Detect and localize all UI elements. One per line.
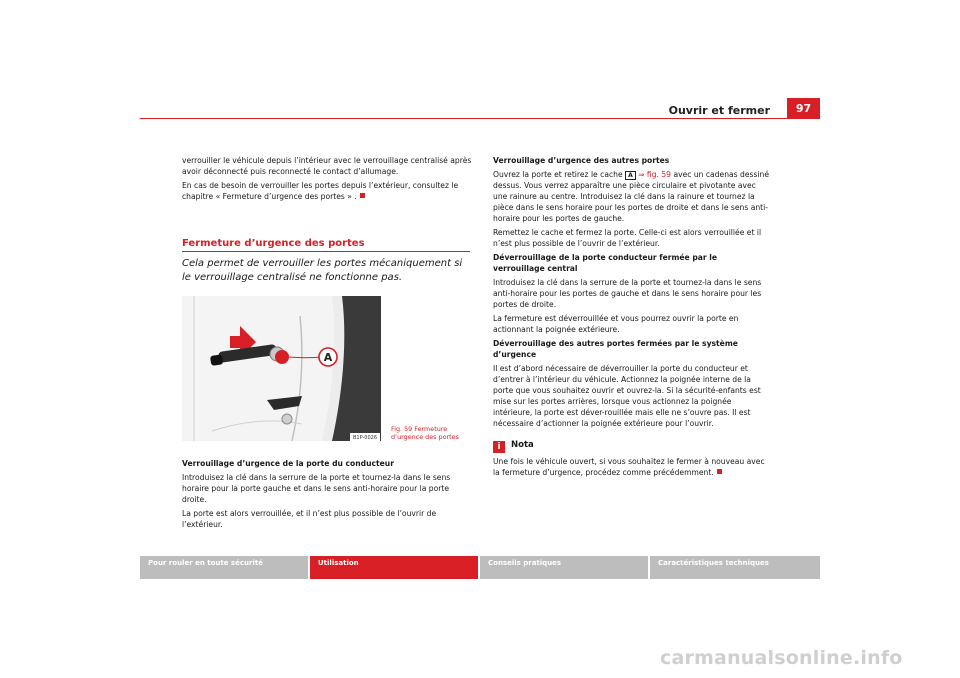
- footer-tab-securite[interactable]: [140, 556, 308, 579]
- note-icon: i: [493, 441, 505, 453]
- end-mark-icon: [360, 193, 365, 198]
- figure-door-lock: [182, 296, 381, 441]
- right-heading-unlock-driver: Déverrouillage de la porte conducteur fermée par le verrouillage central: [493, 253, 718, 273]
- page-number: 97: [787, 98, 820, 118]
- right-column: [493, 155, 770, 481]
- right-heading-other-doors: Verrouillage d’urgence des autres portes: [493, 156, 670, 165]
- footer-tab-caracteristiques[interactable]: [650, 556, 820, 579]
- footer-tab-label: Conseils pratiques: [488, 559, 562, 567]
- footer-tab-label: Pour rouler en toute sécurité: [148, 559, 263, 567]
- footer-tab-conseils[interactable]: [480, 556, 648, 579]
- nota-heading: [493, 439, 770, 453]
- nota-paragraph: [493, 456, 770, 478]
- figure-caption: Fig. 59 Fermeture d’urgence des portes: [391, 425, 459, 441]
- left-paragraph-1: verrouiller le véhicule depuis l’intérieur avec le verrouillage centralisé après avoir déconnecté puis reconnecté le contact d’allumage.: [182, 156, 472, 176]
- label-a-badge: A: [625, 171, 636, 180]
- watermark: carmanualsonline.info: [660, 647, 903, 669]
- end-mark-icon: [717, 469, 722, 474]
- left-paragraph-4: La porte est alors verrouillée, et il n’est plus possible de l’ouvrir de l’extérieur.: [182, 509, 437, 529]
- right-paragraph-3: Introduisez la clé dans la serrure de la porte et tournez-la dans le sens anti-horaire pour les portes de gauche et dans le sens horaire pour les portes de droite.: [493, 278, 762, 309]
- door-lock-illustration: [182, 296, 381, 441]
- right-paragraph-2: Remettez le cache et fermez la porte. Celle-ci est alors verrouillée et il n’est plus possible de l’ouvrir de l’extérieur.: [493, 228, 762, 248]
- section-lead: Cela permet de verrouiller les portes mécaniquement si le verrouillage centralisé ne fonctionne pas.: [182, 258, 463, 283]
- footer-tab-utilisation[interactable]: [310, 556, 478, 579]
- left-paragraph-2-text: En cas de besoin de verrouiller les portes depuis l’extérieur, consultez le chapitre « Fermeture d’urgence des portes » .: [182, 181, 459, 201]
- nota-label: Nota: [511, 440, 534, 450]
- left-column-intro: [182, 155, 472, 205]
- left-paragraph-3: Introduisez la clé dans la serrure de la porte et tournez-la dans le sens horaire pour la porte gauche et dans le sens anti-horaire pour la porte droite.: [182, 473, 451, 504]
- left-paragraph-2: [182, 180, 472, 202]
- figure-code: B1P-0026: [352, 435, 378, 441]
- right-paragraph-1: [493, 169, 770, 224]
- section-title: Fermeture d’urgence des portes: [182, 238, 365, 249]
- footer-tab-label: Utilisation: [318, 559, 359, 567]
- footer-tab-label: Caractéristiques techniques: [658, 559, 769, 567]
- left-heading-driver-lock: Verrouillage d’urgence de la porte du conducteur: [182, 459, 394, 468]
- figure-reference-link[interactable]: ⇒ fig. 59: [638, 170, 672, 179]
- right-paragraph-1-end: avec un cadenas dessiné dessus. Vous verrez apparaître une pièce circulaire et pivotante avec une rainure au centre. Introduisez la clé dans la rainure et tournez la pièce dans le sens horaire pour les portes de droite et dans le sens anti-horaire pour les portes de gauche.: [493, 170, 770, 223]
- page-header-title: Ouvrir et fermer: [668, 104, 770, 117]
- right-heading-unlock-others: Déverrouillage des autres portes fermées par le système d’urgence: [493, 339, 738, 359]
- right-paragraph-4: La fermeture est déverrouillée et vous pourrez ouvrir la porte en actionnant la poignée extérieure.: [493, 314, 739, 334]
- nota-text: Une fois le véhicule ouvert, si vous souhaitez le fermer à nouveau avec la fermeture d’urgence, procédez comme précédemment.: [493, 457, 765, 477]
- left-column-body: [182, 458, 474, 533]
- figure-label-a: A: [323, 351, 333, 364]
- section-rule: [182, 251, 470, 252]
- header-rule: [140, 118, 820, 119]
- right-paragraph-1-start: Ouvrez la porte et retirez le cache: [493, 170, 623, 179]
- right-paragraph-5: Il est d’abord nécessaire de déverrouiller la porte du conducteur et d’entrer à l’intérieur du véhicule. Actionnez la poignée interne de la porte que vous souhaitez ouvrir et ouvrez-la. Si la sécurité-enfants est mise sur les portes arrières, lorsque vous actionnez la poignée intérieure, la porte est déver-rouillée mais elle ne s’ouvre pas. Il est nécessaire d’actionner la poignée extérieure pour l’ouvrir.: [493, 364, 761, 428]
